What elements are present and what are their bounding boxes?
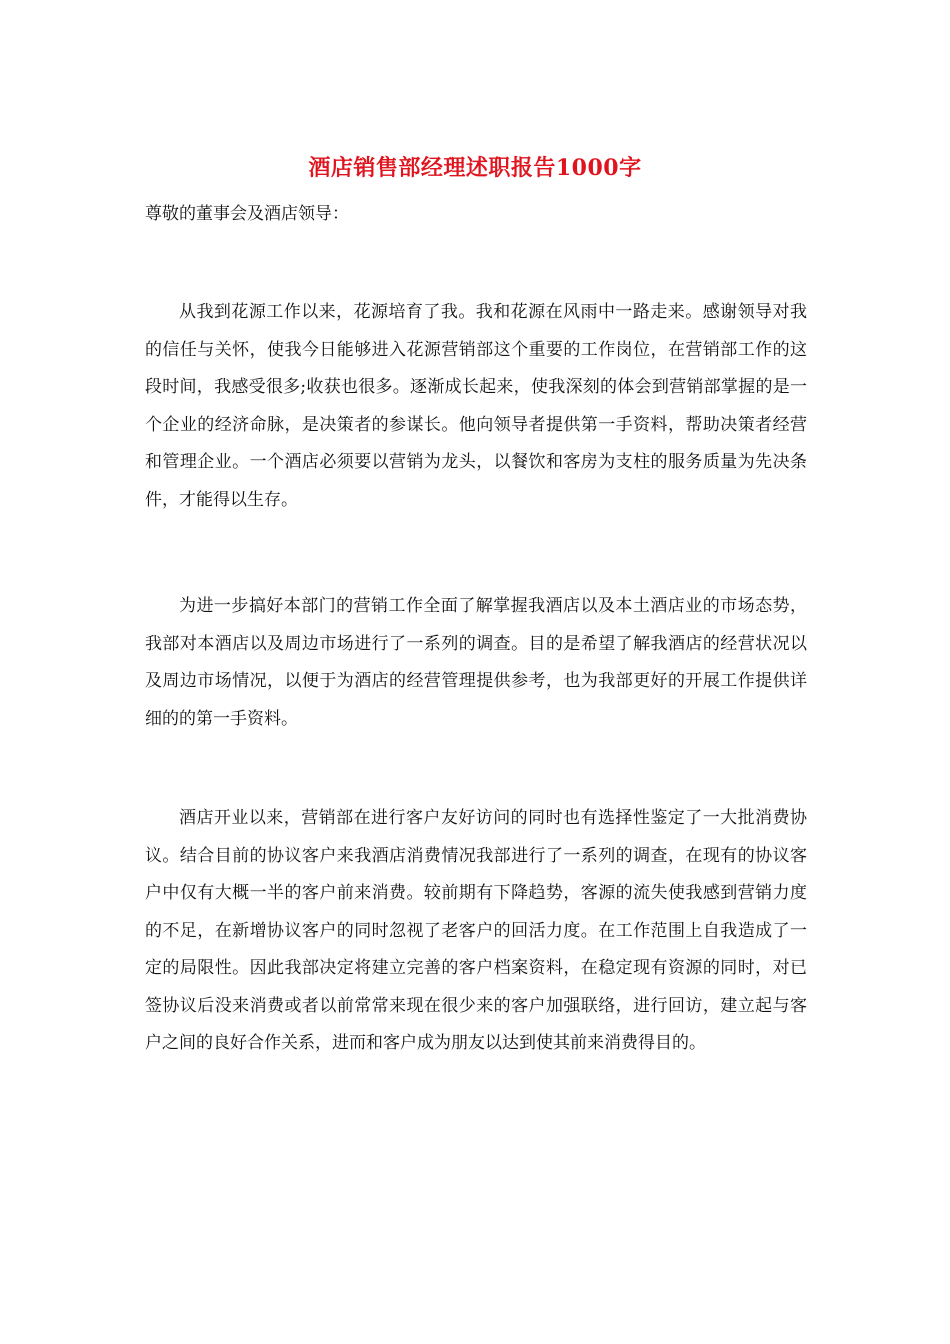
body-paragraph-1: 从我到花源工作以来，花源培育了我。我和花源在风雨中一路走来。感谢领导对我的信任与关怀，使我今日能够进入花源营销部这个重要的工作岗位，在营销部工作的这段时间，我感受很多;收获也很多。逐渐成长起来，使我深刻的体会到营销部掌握的是一个企业的经济命脉，是决策者的参谋长。他向领导者提供第一手资料，帮助决策者经营和管理企业。一个酒店必须要以营销为龙头，以餐饮和客房为支柱的服务质量为先决条件，才能得以生存。	[145, 302, 807, 510]
salutation: 尊敬的董事会及酒店领导：	[145, 204, 349, 224]
body-paragraph-2: 为进一步搞好本部门的营销工作全面了解掌握我酒店以及本土酒店业的市场态势，我部对本酒店以及周边市场进行了一系列的调查。目的是希望了解我酒店的经营状况以及周边市场情况，以便于为酒店的经营管理提供参考，也为我部更好的开展工作提供详细的的第一手资料。	[145, 596, 807, 729]
body-paragraph-3: 酒店开业以来，营销部在进行客户友好访问的同时也有选择性鉴定了一大批消费协议。结合目前的协议客户来我酒店消费情况我部进行了一系列的调查，在现有的协议客户中仅有大概一半的客户前来消费。较前期有下降趋势，客源的流失使我感到营销力度的不足，在新增协议客户的同时忽视了老客户的回活力度。在工作范围上自我造成了一定的局限性。因此我部决定将建立完善的客户档案资料，在稳定现有资源的同时，对已签协议后没来消费或者以前常常来现在很少来的客户加强联络，进行回访，建立起与客户之间的良好合作关系，进而和客户成为朋友以达到使其前来消费得目的。	[145, 808, 807, 1053]
document-title: 酒店销售部经理述职报告1000字	[308, 155, 642, 181]
